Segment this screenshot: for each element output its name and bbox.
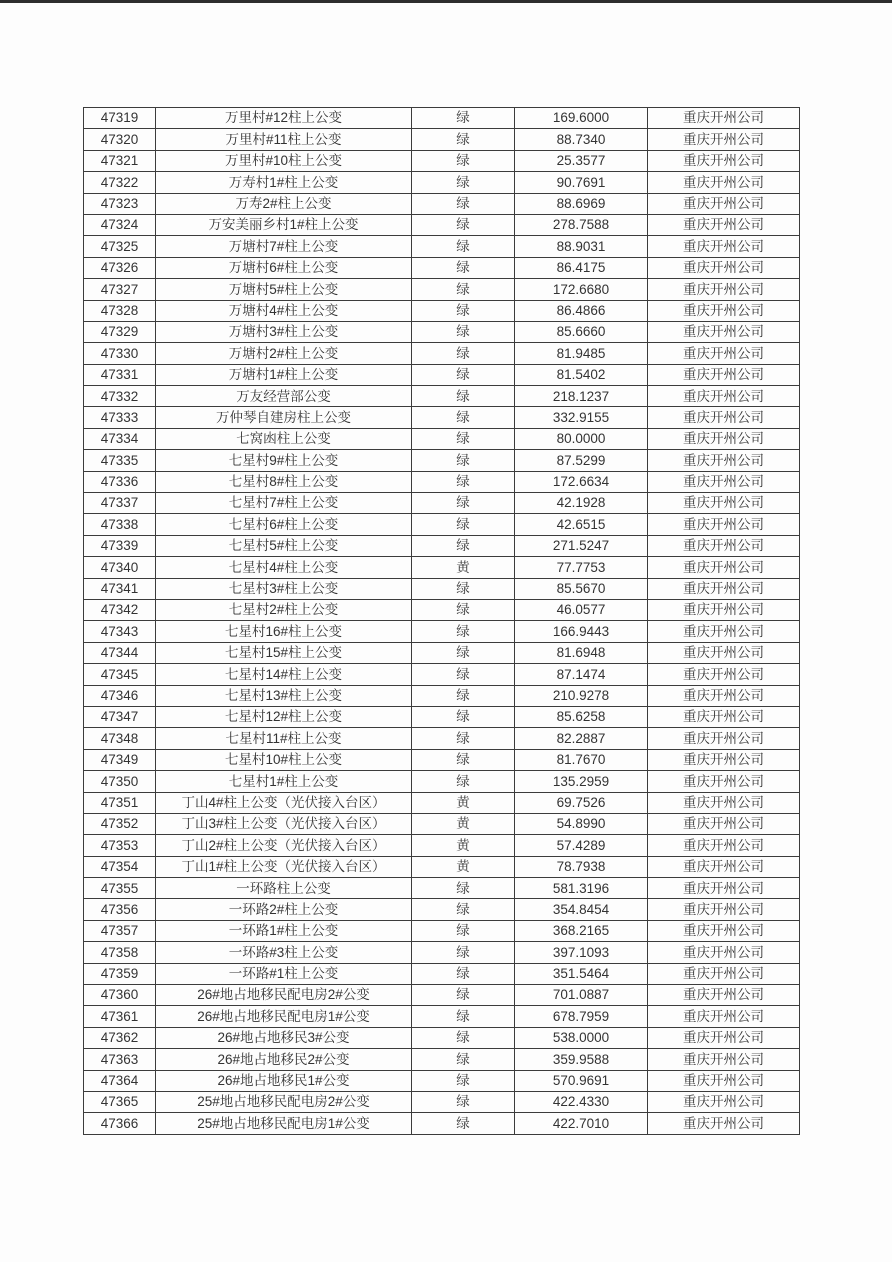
row-status-cell: 绿 [412,1091,515,1112]
table-row [84,407,800,428]
row-company-cell: 重庆开州公司 [648,257,800,278]
row-id-cell: 47361 [84,1006,156,1027]
row-value-cell: 166.9443 [515,621,648,642]
row-company-cell: 重庆开州公司 [648,557,800,578]
row-id-cell: 47333 [84,407,156,428]
row-status-cell: 绿 [412,108,515,129]
row-value-cell: 210.9278 [515,685,648,706]
row-value-cell: 172.6634 [515,471,648,492]
row-value-cell: 85.6660 [515,321,648,342]
row-id-cell: 47353 [84,835,156,856]
row-name-cell: 万寿村1#柱上公变 [156,172,412,193]
table-row [84,236,800,257]
row-company-cell: 重庆开州公司 [648,386,800,407]
row-id-cell: 47337 [84,493,156,514]
row-company-cell: 重庆开州公司 [648,407,800,428]
row-company-cell: 重庆开州公司 [648,428,800,449]
row-name-cell: 26#地占地移民3#公变 [156,1027,412,1048]
row-name-cell: 25#地占地移民配电房1#公变 [156,1113,412,1135]
row-id-cell: 47349 [84,749,156,770]
row-company-cell: 重庆开州公司 [648,1070,800,1091]
row-name-cell: 万友经营部公变 [156,386,412,407]
row-name-cell: 万仲琴自建房柱上公变 [156,407,412,428]
table-row [84,1091,800,1112]
row-value-cell: 172.6680 [515,279,648,300]
row-company-cell: 重庆开州公司 [648,856,800,877]
row-company-cell: 重庆开州公司 [648,749,800,770]
row-id-cell: 47363 [84,1049,156,1070]
row-name-cell: 丁山3#柱上公变（光伏接入台区） [156,813,412,834]
row-name-cell: 七星村7#柱上公变 [156,493,412,514]
row-status-cell: 绿 [412,257,515,278]
row-status-cell: 绿 [412,343,515,364]
row-id-cell: 47356 [84,899,156,920]
row-status-cell: 绿 [412,1113,515,1135]
table-row [84,963,800,984]
row-value-cell: 78.7938 [515,856,648,877]
row-status-cell: 绿 [412,150,515,171]
row-value-cell: 397.1093 [515,942,648,963]
table-row [84,386,800,407]
row-id-cell: 47331 [84,364,156,385]
row-name-cell: 七星村2#柱上公变 [156,599,412,620]
row-value-cell: 169.6000 [515,108,648,129]
row-company-cell: 重庆开州公司 [648,1049,800,1070]
row-name-cell: 七星村14#柱上公变 [156,664,412,685]
row-company-cell: 重庆开州公司 [648,599,800,620]
row-status-cell: 绿 [412,279,515,300]
row-company-cell: 重庆开州公司 [648,172,800,193]
table-row [84,642,800,663]
row-name-cell: 万安美丽乡村1#柱上公变 [156,214,412,235]
row-id-cell: 47319 [84,108,156,129]
row-status-cell: 绿 [412,129,515,150]
row-value-cell: 278.7588 [515,214,648,235]
row-status-cell: 绿 [412,1049,515,1070]
row-status-cell: 绿 [412,471,515,492]
row-value-cell: 570.9691 [515,1070,648,1091]
row-status-cell: 绿 [412,771,515,792]
row-name-cell: 七星村8#柱上公变 [156,471,412,492]
row-name-cell: 万里村#10柱上公变 [156,150,412,171]
row-company-cell: 重庆开州公司 [648,878,800,899]
row-id-cell: 47320 [84,129,156,150]
row-value-cell: 678.7959 [515,1006,648,1027]
row-value-cell: 46.0577 [515,599,648,620]
row-id-cell: 47359 [84,963,156,984]
table-row [84,172,800,193]
row-name-cell: 万塘村6#柱上公变 [156,257,412,278]
row-status-cell: 绿 [412,942,515,963]
row-company-cell: 重庆开州公司 [648,706,800,727]
row-name-cell: 一环路2#柱上公变 [156,899,412,920]
row-name-cell: 万里村#12柱上公变 [156,108,412,129]
row-id-cell: 47360 [84,985,156,1006]
row-id-cell: 47329 [84,321,156,342]
row-name-cell: 七星村1#柱上公变 [156,771,412,792]
row-name-cell: 七星村4#柱上公变 [156,557,412,578]
row-name-cell: 七星村5#柱上公变 [156,535,412,556]
row-name-cell: 一环路1#柱上公变 [156,920,412,941]
row-value-cell: 581.3196 [515,878,648,899]
row-id-cell: 47346 [84,685,156,706]
row-id-cell: 47327 [84,279,156,300]
table-row [84,621,800,642]
table-row [84,942,800,963]
table-row [84,493,800,514]
row-id-cell: 47358 [84,942,156,963]
transformer-table-body [84,108,800,1135]
row-name-cell: 七星村10#柱上公变 [156,749,412,770]
row-name-cell: 七星村13#柱上公变 [156,685,412,706]
row-name-cell: 26#地占地移民配电房2#公变 [156,985,412,1006]
table-row [84,535,800,556]
row-company-cell: 重庆开州公司 [648,664,800,685]
table-row [84,749,800,770]
row-status-cell: 绿 [412,706,515,727]
row-id-cell: 47341 [84,578,156,599]
table-row [84,300,800,321]
row-status-cell: 绿 [412,642,515,663]
table-row [84,599,800,620]
row-name-cell: 万塘村2#柱上公变 [156,343,412,364]
table-row [84,1070,800,1091]
row-name-cell: 万里村#11柱上公变 [156,129,412,150]
row-id-cell: 47321 [84,150,156,171]
row-id-cell: 47355 [84,878,156,899]
row-status-cell: 绿 [412,514,515,535]
row-name-cell: 万塘村7#柱上公变 [156,236,412,257]
row-company-cell: 重庆开州公司 [648,578,800,599]
row-name-cell: 七星村11#柱上公变 [156,728,412,749]
transformer-table [83,107,800,1135]
row-company-cell: 重庆开州公司 [648,493,800,514]
row-value-cell: 88.7340 [515,129,648,150]
row-status-cell: 绿 [412,535,515,556]
row-name-cell: 七星村15#柱上公变 [156,642,412,663]
row-id-cell: 47324 [84,214,156,235]
table-row [84,557,800,578]
table-row [84,728,800,749]
row-company-cell: 重庆开州公司 [648,279,800,300]
table-row [84,1027,800,1048]
row-status-cell: 绿 [412,685,515,706]
row-value-cell: 354.8454 [515,899,648,920]
row-status-cell: 绿 [412,920,515,941]
row-name-cell: 七星村3#柱上公变 [156,578,412,599]
row-id-cell: 47366 [84,1113,156,1135]
row-value-cell: 85.5670 [515,578,648,599]
row-company-cell: 重庆开州公司 [648,321,800,342]
row-id-cell: 47328 [84,300,156,321]
row-value-cell: 88.6969 [515,193,648,214]
row-status-cell: 绿 [412,450,515,471]
row-company-cell: 重庆开州公司 [648,343,800,364]
row-id-cell: 47338 [84,514,156,535]
row-id-cell: 47335 [84,450,156,471]
row-value-cell: 368.2165 [515,920,648,941]
table-row [84,813,800,834]
row-status-cell: 绿 [412,407,515,428]
table-row [84,985,800,1006]
table-row [84,856,800,877]
row-id-cell: 47339 [84,535,156,556]
row-name-cell: 万塘村1#柱上公变 [156,364,412,385]
table-row [84,471,800,492]
row-status-cell: 绿 [412,1070,515,1091]
row-value-cell: 82.2887 [515,728,648,749]
row-name-cell: 万塘村5#柱上公变 [156,279,412,300]
row-status-cell: 黄 [412,856,515,877]
row-id-cell: 47330 [84,343,156,364]
row-company-cell: 重庆开州公司 [648,364,800,385]
row-id-cell: 47323 [84,193,156,214]
row-id-cell: 47334 [84,428,156,449]
row-company-cell: 重庆开州公司 [648,236,800,257]
row-value-cell: 422.7010 [515,1113,648,1135]
row-company-cell: 重庆开州公司 [648,535,800,556]
row-status-cell: 绿 [412,664,515,685]
row-value-cell: 42.6515 [515,514,648,535]
row-id-cell: 47332 [84,386,156,407]
row-status-cell: 黄 [412,813,515,834]
row-company-cell: 重庆开州公司 [648,450,800,471]
table-row [84,279,800,300]
row-company-cell: 重庆开州公司 [648,471,800,492]
row-name-cell: 26#地占地移民配电房1#公变 [156,1006,412,1027]
row-id-cell: 47336 [84,471,156,492]
row-value-cell: 85.6258 [515,706,648,727]
row-company-cell: 重庆开州公司 [648,1113,800,1135]
table-row [84,685,800,706]
row-company-cell: 重庆开州公司 [648,214,800,235]
row-value-cell: 332.9155 [515,407,648,428]
row-value-cell: 359.9588 [515,1049,648,1070]
table-row [84,343,800,364]
row-company-cell: 重庆开州公司 [648,150,800,171]
table-row [84,664,800,685]
row-id-cell: 47357 [84,920,156,941]
row-status-cell: 绿 [412,899,515,920]
row-value-cell: 135.2959 [515,771,648,792]
row-id-cell: 47322 [84,172,156,193]
row-status-cell: 绿 [412,878,515,899]
row-status-cell: 绿 [412,963,515,984]
table-row [84,257,800,278]
row-company-cell: 重庆开州公司 [648,685,800,706]
row-value-cell: 81.9485 [515,343,648,364]
row-name-cell: 七窝凼柱上公变 [156,428,412,449]
row-value-cell: 351.5464 [515,963,648,984]
row-status-cell: 绿 [412,236,515,257]
row-company-cell: 重庆开州公司 [648,985,800,1006]
table-row [84,364,800,385]
row-value-cell: 77.7753 [515,557,648,578]
row-company-cell: 重庆开州公司 [648,129,800,150]
row-value-cell: 54.8990 [515,813,648,834]
row-value-cell: 81.6948 [515,642,648,663]
row-name-cell: 一环路#1柱上公变 [156,963,412,984]
table-row [84,193,800,214]
row-company-cell: 重庆开州公司 [648,728,800,749]
row-value-cell: 57.4289 [515,835,648,856]
table-row [84,1113,800,1135]
table-row [84,792,800,813]
row-company-cell: 重庆开州公司 [648,108,800,129]
table-row [84,835,800,856]
row-id-cell: 47347 [84,706,156,727]
row-value-cell: 701.0887 [515,985,648,1006]
row-value-cell: 538.0000 [515,1027,648,1048]
row-status-cell: 绿 [412,985,515,1006]
row-value-cell: 25.3577 [515,150,648,171]
row-status-cell: 绿 [412,1006,515,1027]
row-company-cell: 重庆开州公司 [648,963,800,984]
row-name-cell: 25#地占地移民配电房2#公变 [156,1091,412,1112]
table-row [84,428,800,449]
row-id-cell: 47350 [84,771,156,792]
row-value-cell: 81.7670 [515,749,648,770]
row-company-cell: 重庆开州公司 [648,771,800,792]
table-row [84,214,800,235]
row-id-cell: 47326 [84,257,156,278]
table-row [84,108,800,129]
row-status-cell: 绿 [412,193,515,214]
table-row [84,878,800,899]
row-id-cell: 47345 [84,664,156,685]
row-name-cell: 七星村6#柱上公变 [156,514,412,535]
row-status-cell: 黄 [412,835,515,856]
row-name-cell: 一环路#3柱上公变 [156,942,412,963]
row-id-cell: 47362 [84,1027,156,1048]
row-company-cell: 重庆开州公司 [648,300,800,321]
row-value-cell: 87.5299 [515,450,648,471]
row-value-cell: 87.1474 [515,664,648,685]
row-id-cell: 47340 [84,557,156,578]
row-status-cell: 绿 [412,321,515,342]
row-name-cell: 丁山1#柱上公变（光伏接入台区） [156,856,412,877]
table-row [84,1006,800,1027]
row-company-cell: 重庆开州公司 [648,642,800,663]
row-company-cell: 重庆开州公司 [648,835,800,856]
row-name-cell: 七星村16#柱上公变 [156,621,412,642]
row-value-cell: 81.5402 [515,364,648,385]
row-value-cell: 69.7526 [515,792,648,813]
row-name-cell: 万塘村4#柱上公变 [156,300,412,321]
row-value-cell: 422.4330 [515,1091,648,1112]
row-name-cell: 七星村12#柱上公变 [156,706,412,727]
table-row [84,514,800,535]
row-id-cell: 47344 [84,642,156,663]
row-id-cell: 47354 [84,856,156,877]
row-id-cell: 47352 [84,813,156,834]
row-value-cell: 90.7691 [515,172,648,193]
row-status-cell: 绿 [412,578,515,599]
row-status-cell: 绿 [412,172,515,193]
row-value-cell: 271.5247 [515,535,648,556]
row-status-cell: 绿 [412,493,515,514]
row-status-cell: 黄 [412,792,515,813]
row-name-cell: 万塘村3#柱上公变 [156,321,412,342]
row-company-cell: 重庆开州公司 [648,1006,800,1027]
row-value-cell: 88.9031 [515,236,648,257]
row-value-cell: 80.0000 [515,428,648,449]
row-name-cell: 丁山2#柱上公变（光伏接入台区） [156,835,412,856]
table-row [84,899,800,920]
row-company-cell: 重庆开州公司 [648,942,800,963]
row-id-cell: 47348 [84,728,156,749]
row-id-cell: 47325 [84,236,156,257]
table-row [84,1049,800,1070]
row-company-cell: 重庆开州公司 [648,920,800,941]
row-company-cell: 重庆开州公司 [648,1091,800,1112]
row-id-cell: 47364 [84,1070,156,1091]
row-company-cell: 重庆开州公司 [648,514,800,535]
row-status-cell: 绿 [412,1027,515,1048]
table-row [84,706,800,727]
table-row [84,578,800,599]
table-row [84,771,800,792]
row-name-cell: 万寿2#柱上公变 [156,193,412,214]
row-status-cell: 黄 [412,557,515,578]
table-row [84,150,800,171]
row-company-cell: 重庆开州公司 [648,792,800,813]
row-status-cell: 绿 [412,749,515,770]
row-id-cell: 47342 [84,599,156,620]
row-value-cell: 86.4175 [515,257,648,278]
row-id-cell: 47365 [84,1091,156,1112]
row-company-cell: 重庆开州公司 [648,813,800,834]
row-status-cell: 绿 [412,728,515,749]
row-name-cell: 26#地占地移民1#公变 [156,1070,412,1091]
row-id-cell: 47351 [84,792,156,813]
previous-page-edge-line [0,0,892,3]
table-row [84,321,800,342]
row-id-cell: 47343 [84,621,156,642]
row-status-cell: 绿 [412,428,515,449]
row-company-cell: 重庆开州公司 [648,899,800,920]
row-name-cell: 26#地占地移民2#公变 [156,1049,412,1070]
table-row [84,450,800,471]
row-company-cell: 重庆开州公司 [648,621,800,642]
table-row [84,920,800,941]
row-status-cell: 绿 [412,386,515,407]
row-status-cell: 绿 [412,621,515,642]
row-status-cell: 绿 [412,300,515,321]
row-value-cell: 218.1237 [515,386,648,407]
row-value-cell: 42.1928 [515,493,648,514]
row-company-cell: 重庆开州公司 [648,193,800,214]
row-company-cell: 重庆开州公司 [648,1027,800,1048]
row-status-cell: 绿 [412,364,515,385]
row-value-cell: 86.4866 [515,300,648,321]
row-name-cell: 七星村9#柱上公变 [156,450,412,471]
table-row [84,129,800,150]
row-name-cell: 丁山4#柱上公变（光伏接入台区） [156,792,412,813]
row-name-cell: 一环路柱上公变 [156,878,412,899]
row-status-cell: 绿 [412,214,515,235]
row-status-cell: 绿 [412,599,515,620]
